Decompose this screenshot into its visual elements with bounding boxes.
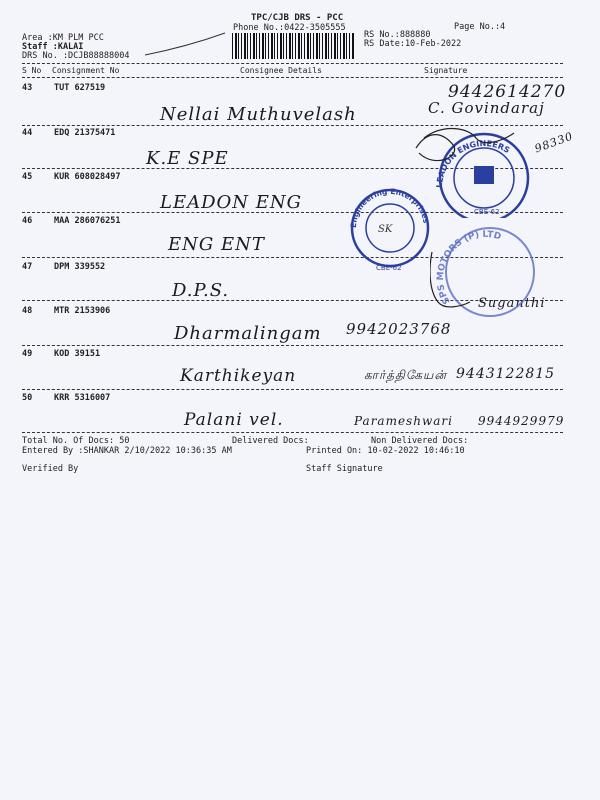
total-docs: Total No. Of Docs: 50 <box>22 436 130 446</box>
table-row <box>22 262 105 272</box>
table-row <box>22 83 105 93</box>
row-sno: 49 <box>22 349 33 359</box>
header-divider <box>22 77 563 78</box>
document-title: TPC/CJB DRS - PCC <box>251 13 344 23</box>
svg-text:LEADON ENGINEERS <box>435 139 512 188</box>
row-consignment: MTR 2153906 <box>54 306 111 316</box>
consignee-handwriting: Palani vel. <box>184 410 284 430</box>
column-header-sno: S No <box>22 66 42 75</box>
row-consignment: EDQ 21375471 <box>54 128 116 138</box>
pen-stroke <box>140 30 230 60</box>
signature-handwriting: Suganthi <box>478 296 546 311</box>
phone-handwriting: 9944929979 <box>478 414 565 428</box>
table-row <box>22 216 121 226</box>
row-divider <box>22 432 563 433</box>
consignee-handwriting: K.E SPE <box>146 148 229 169</box>
entered-by: Entered By :SHANKAR 2/10/2022 10:36:35 AM <box>22 446 232 456</box>
table-row <box>22 306 110 316</box>
phone-handwriting: 98330 <box>532 129 576 156</box>
consignee-handwriting: Nellai Muthuvelash <box>160 104 357 125</box>
verified-by: Verified By <box>22 464 79 474</box>
signature-handwriting: கார்த்திகேயன் <box>364 368 447 382</box>
signature-handwriting: Parameshwari <box>354 414 453 428</box>
table-row <box>22 128 115 138</box>
staff-signature: Staff Signature <box>306 464 383 474</box>
stamp-text: LEADON ENGINEERS <box>434 138 512 189</box>
row-consignment: KUR 608028497 <box>54 172 121 182</box>
area-field: Area :KM PLM PCC <box>22 33 104 43</box>
table-row <box>22 349 100 359</box>
row-consignment: KOD 39151 <box>54 349 101 359</box>
table-row <box>22 172 121 182</box>
row-sno: 50 <box>22 393 33 403</box>
stamp-text: SPS MOTORS (P) LTD <box>435 229 503 306</box>
column-header-consignee: Consignee Details <box>240 66 322 75</box>
column-header-consignment: Consignment No <box>52 66 120 75</box>
svg-text:Engineering Enterprises <box>349 187 431 228</box>
consignee-handwriting: Dharmalingam <box>174 323 322 344</box>
barcode-image <box>232 33 354 59</box>
row-sno: 45 <box>22 172 33 182</box>
stamp-initials: SK <box>378 224 393 235</box>
stamp-text: Engineering Enterprises <box>348 186 431 229</box>
phone-handwriting: 9443122815 <box>456 366 556 382</box>
stamp-text: CBE-62 <box>474 208 500 216</box>
motors-stamp <box>430 222 540 322</box>
phone-handwriting: 9942023768 <box>346 320 452 338</box>
consignee-handwriting: ENG ENT <box>168 234 265 255</box>
svg-text:SPS MOTORS (P) LTD <box>436 230 502 306</box>
row-consignment: DPM 339552 <box>54 262 106 272</box>
staff-field: Staff :KALAI <box>22 42 84 52</box>
row-sno: 46 <box>22 216 33 226</box>
delivered-docs: Delivered Docs: <box>232 436 309 446</box>
enterprise-stamp <box>342 180 438 276</box>
row-sno: 44 <box>22 128 33 138</box>
drs-number: DRS No. :DCJB88888004 <box>22 51 130 61</box>
row-consignment: TUT 627519 <box>54 83 106 93</box>
page-number: Page No.:4 <box>454 22 506 32</box>
consignee-handwriting: D.P.S. <box>172 280 230 301</box>
phone-handwriting: 9442614270 <box>448 82 567 102</box>
row-consignment: KRR 5316007 <box>54 393 111 403</box>
column-header-signature: Signature <box>424 66 468 75</box>
consignee-handwriting: LEADON ENG <box>160 192 303 213</box>
row-divider <box>22 345 563 346</box>
table-row <box>22 393 110 403</box>
row-consignment: MAA 286076251 <box>54 216 121 226</box>
signature-handwriting: C. Govindaraj <box>428 99 545 117</box>
row-sno: 43 <box>22 83 33 93</box>
printed-on: Printed On: 10-02-2022 10:46:10 <box>306 446 465 456</box>
header-divider <box>22 63 563 64</box>
row-sno: 48 <box>22 306 33 316</box>
row-divider <box>22 389 563 390</box>
rs-number: RS No.:888880 <box>364 30 431 40</box>
rs-date: RS Date:10-Feb-2022 <box>364 39 462 49</box>
phone-number: Phone No.:0422-3505555 <box>233 23 346 33</box>
consignee-handwriting: Karthikeyan <box>180 366 297 386</box>
non-delivered-docs: Non Delivered Docs: <box>371 436 469 446</box>
row-sno: 47 <box>22 262 33 272</box>
stamp-text: CBE-62 <box>376 264 402 272</box>
